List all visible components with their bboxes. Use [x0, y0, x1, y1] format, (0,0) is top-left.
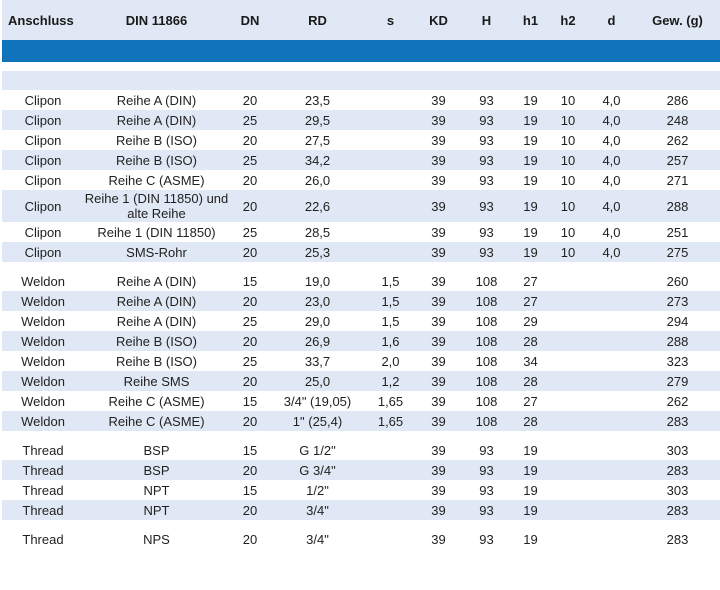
col-header-h1: h1 — [513, 0, 548, 40]
cell-dn: 20 — [229, 90, 271, 110]
cell-weight: 262 — [635, 391, 720, 411]
cell-kd: 39 — [417, 110, 460, 130]
cell-weight: 303 — [635, 440, 720, 460]
cell-kd: 39 — [417, 480, 460, 500]
cell-dn: 20 — [229, 170, 271, 190]
cell-rd: G 3/4" — [271, 460, 364, 480]
cell-s: 1,6 — [364, 331, 417, 351]
cell-din: NPT — [84, 480, 229, 500]
cell-dn: 25 — [229, 351, 271, 371]
col-header-anschluss: Anschluss — [2, 0, 84, 40]
cell-h1: 29 — [513, 311, 548, 331]
section-separator — [2, 520, 720, 529]
cell-din: Reihe A (DIN) — [84, 311, 229, 331]
cell-dn: 20 — [229, 242, 271, 262]
cell-h2 — [548, 311, 588, 331]
col-header-weight: Gew. (g) — [635, 0, 720, 40]
cell-kd: 39 — [417, 271, 460, 291]
cell-dn: 20 — [229, 190, 271, 222]
cell-d: 4,0 — [588, 110, 635, 130]
cell-din: Reihe 1 (DIN 11850) und alte Reihe — [84, 191, 229, 221]
cell-h2 — [548, 500, 588, 520]
table-row — [2, 130, 720, 150]
cell-d: 4,0 — [588, 130, 635, 150]
cell-din: Reihe C (ASME) — [84, 391, 229, 411]
cell-d — [588, 271, 635, 291]
cell-anschluss: Clipon — [2, 242, 84, 262]
spacer-row-cell — [2, 62, 720, 71]
cell-h1: 19 — [513, 460, 548, 480]
cell-h2: 10 — [548, 130, 588, 150]
cell-d — [588, 460, 635, 480]
cell-anschluss: Clipon — [2, 130, 84, 150]
cell-h: 93 — [460, 130, 513, 150]
cell-dn: 20 — [229, 500, 271, 520]
cell-din: Reihe SMS — [84, 371, 229, 391]
cell-dn: 20 — [229, 411, 271, 431]
cell-din: Reihe B (ISO) — [84, 130, 229, 150]
cell-d — [588, 529, 635, 549]
cell-kd: 39 — [417, 130, 460, 150]
cell-h: 93 — [460, 110, 513, 130]
cell-kd: 39 — [417, 371, 460, 391]
cell-dn: 25 — [229, 110, 271, 130]
cell-s — [364, 190, 417, 222]
cell-h1: 19 — [513, 110, 548, 130]
cell-d: 4,0 — [588, 222, 635, 242]
cell-d — [588, 291, 635, 311]
cell-h1: 19 — [513, 440, 548, 460]
table-row — [2, 110, 720, 130]
table-row — [2, 331, 720, 351]
cell-h1: 19 — [513, 242, 548, 262]
cell-weight: 251 — [635, 222, 720, 242]
header-row — [2, 0, 720, 40]
cell-h1: 19 — [513, 480, 548, 500]
cell-kd: 39 — [417, 311, 460, 331]
header-accent-bar-cell — [2, 40, 720, 62]
cell-d — [588, 500, 635, 520]
cell-dn: 15 — [229, 391, 271, 411]
cell-weight: 283 — [635, 529, 720, 549]
cell-weight: 286 — [635, 90, 720, 110]
cell-h: 108 — [460, 271, 513, 291]
cell-h2: 10 — [548, 242, 588, 262]
cell-kd: 39 — [417, 391, 460, 411]
cell-s — [364, 529, 417, 549]
cell-dn: 15 — [229, 480, 271, 500]
cell-weight: 288 — [635, 331, 720, 351]
table-row — [2, 529, 720, 549]
cell-din: Reihe A (DIN) — [84, 110, 229, 130]
cell-h2: 10 — [548, 90, 588, 110]
cell-weight: 257 — [635, 150, 720, 170]
cell-anschluss: Clipon — [2, 222, 84, 242]
cell-dn: 20 — [229, 291, 271, 311]
cell-weight: 273 — [635, 291, 720, 311]
cell-s: 2,0 — [364, 351, 417, 371]
spacer-row — [2, 62, 720, 71]
cell-rd: 34,2 — [271, 150, 364, 170]
table-row — [2, 391, 720, 411]
col-header-h: H — [460, 0, 513, 40]
cell-dn: 20 — [229, 331, 271, 351]
cell-rd: 22,6 — [271, 190, 364, 222]
cell-h2 — [548, 529, 588, 549]
cell-d — [588, 391, 635, 411]
cell-rd: 23,5 — [271, 90, 364, 110]
cell-h2: 10 — [548, 170, 588, 190]
cell-s — [364, 242, 417, 262]
cell-weight: 260 — [635, 271, 720, 291]
table-row — [2, 311, 720, 331]
cell-dn: 20 — [229, 529, 271, 549]
section-separator — [2, 431, 720, 440]
cell-s: 1,2 — [364, 371, 417, 391]
section-separator-cell — [2, 262, 720, 271]
cell-weight: 283 — [635, 411, 720, 431]
table-row — [2, 271, 720, 291]
col-header-d: d — [588, 0, 635, 40]
cell-rd: 25,0 — [271, 371, 364, 391]
cell-rd: G 1/2" — [271, 440, 364, 460]
cell-dn: 15 — [229, 440, 271, 460]
cell-din: Reihe C (ASME) — [84, 170, 229, 190]
cell-din: SMS-Rohr — [84, 242, 229, 262]
cell-h: 93 — [460, 529, 513, 549]
cell-rd: 1" (25,4) — [271, 411, 364, 431]
cell-h1: 19 — [513, 190, 548, 222]
cell-s — [364, 480, 417, 500]
cell-kd: 39 — [417, 331, 460, 351]
cell-din: NPS — [84, 529, 229, 549]
cell-h2: 10 — [548, 190, 588, 222]
table-row — [2, 440, 720, 460]
section-separator-cell — [2, 431, 720, 440]
header-accent-bar — [2, 40, 720, 62]
cell-h: 93 — [460, 460, 513, 480]
cell-dn: 20 — [229, 460, 271, 480]
cell-anschluss: Thread — [2, 529, 84, 549]
cell-kd: 39 — [417, 90, 460, 110]
cell-h1: 19 — [513, 170, 548, 190]
cell-h1: 28 — [513, 371, 548, 391]
cell-kd: 39 — [417, 242, 460, 262]
cell-s — [364, 222, 417, 242]
cell-anschluss: Weldon — [2, 291, 84, 311]
cell-dn: 20 — [229, 371, 271, 391]
table-row — [2, 460, 720, 480]
cell-s — [364, 460, 417, 480]
cell-rd: 26,9 — [271, 331, 364, 351]
cell-s: 1,65 — [364, 411, 417, 431]
table-row — [2, 480, 720, 500]
spec-table — [2, 0, 720, 549]
cell-d: 4,0 — [588, 190, 635, 222]
cell-s: 1,65 — [364, 391, 417, 411]
table-row — [2, 371, 720, 391]
cell-anschluss: Weldon — [2, 371, 84, 391]
cell-h: 93 — [460, 222, 513, 242]
cell-h1: 34 — [513, 351, 548, 371]
cell-anschluss: Clipon — [2, 90, 84, 110]
cell-rd: 33,7 — [271, 351, 364, 371]
cell-s — [364, 130, 417, 150]
cell-rd: 29,0 — [271, 311, 364, 331]
cell-s: 1,5 — [364, 311, 417, 331]
cell-d — [588, 480, 635, 500]
cell-kd: 39 — [417, 500, 460, 520]
table-row — [2, 150, 720, 170]
cell-h1: 19 — [513, 150, 548, 170]
cell-weight: 275 — [635, 242, 720, 262]
cell-s: 1,5 — [364, 291, 417, 311]
cell-h1: 19 — [513, 500, 548, 520]
cell-anschluss: Thread — [2, 480, 84, 500]
cell-kd: 39 — [417, 190, 460, 222]
table-row — [2, 291, 720, 311]
cell-din: BSP — [84, 440, 229, 460]
table-row — [2, 222, 720, 242]
cell-kd: 39 — [417, 460, 460, 480]
cell-h: 108 — [460, 331, 513, 351]
cell-anschluss: Clipon — [2, 190, 84, 222]
cell-h: 93 — [460, 90, 513, 110]
cell-dn: 20 — [229, 130, 271, 150]
cell-weight: 271 — [635, 170, 720, 190]
cell-h2 — [548, 440, 588, 460]
cell-anschluss: Clipon — [2, 110, 84, 130]
cell-h2 — [548, 411, 588, 431]
cell-din: Reihe A (DIN) — [84, 271, 229, 291]
cell-d — [588, 371, 635, 391]
section-separator — [2, 262, 720, 271]
cell-rd: 3/4" — [271, 529, 364, 549]
cell-s — [364, 170, 417, 190]
cell-s — [364, 500, 417, 520]
section-separator — [2, 71, 720, 90]
cell-h: 93 — [460, 480, 513, 500]
cell-weight: 288 — [635, 190, 720, 222]
col-header-s: s — [364, 0, 417, 40]
cell-kd: 39 — [417, 351, 460, 371]
cell-weight: 262 — [635, 130, 720, 150]
cell-d: 4,0 — [588, 90, 635, 110]
cell-rd: 29,5 — [271, 110, 364, 130]
cell-h2 — [548, 291, 588, 311]
cell-kd: 39 — [417, 222, 460, 242]
section-separator-cell — [2, 520, 720, 529]
cell-d — [588, 351, 635, 371]
cell-rd: 3/4" (19,05) — [271, 391, 364, 411]
cell-din: Reihe B (ISO) — [84, 150, 229, 170]
cell-h1: 19 — [513, 90, 548, 110]
cell-rd: 19,0 — [271, 271, 364, 291]
cell-weight: 248 — [635, 110, 720, 130]
cell-anschluss: Thread — [2, 460, 84, 480]
table-row — [2, 170, 720, 190]
col-header-din-11866: DIN 11866 — [84, 0, 229, 40]
cell-anschluss: Thread — [2, 500, 84, 520]
cell-h2 — [548, 271, 588, 291]
cell-h2 — [548, 371, 588, 391]
cell-h1: 19 — [513, 529, 548, 549]
cell-din: Reihe A (DIN) — [84, 291, 229, 311]
cell-h2 — [548, 331, 588, 351]
cell-h: 93 — [460, 500, 513, 520]
table-row — [2, 351, 720, 371]
cell-h1: 27 — [513, 291, 548, 311]
cell-h2 — [548, 460, 588, 480]
cell-anschluss: Clipon — [2, 150, 84, 170]
cell-rd: 26,0 — [271, 170, 364, 190]
cell-kd: 39 — [417, 150, 460, 170]
cell-d — [588, 331, 635, 351]
cell-din: Reihe B (ISO) — [84, 331, 229, 351]
table-row — [2, 242, 720, 262]
cell-dn: 25 — [229, 311, 271, 331]
table-row — [2, 500, 720, 520]
cell-dn: 25 — [229, 222, 271, 242]
cell-h2: 10 — [548, 110, 588, 130]
cell-rd: 1/2" — [271, 480, 364, 500]
cell-weight: 279 — [635, 371, 720, 391]
cell-d — [588, 440, 635, 460]
cell-h2 — [548, 391, 588, 411]
cell-h: 108 — [460, 291, 513, 311]
cell-kd: 39 — [417, 411, 460, 431]
cell-anschluss: Weldon — [2, 411, 84, 431]
cell-h1: 19 — [513, 130, 548, 150]
cell-h: 108 — [460, 411, 513, 431]
cell-h: 93 — [460, 440, 513, 460]
cell-rd: 3/4" — [271, 500, 364, 520]
cell-anschluss: Weldon — [2, 311, 84, 331]
col-header-rd: RD — [271, 0, 364, 40]
cell-weight: 283 — [635, 500, 720, 520]
cell-h2 — [548, 480, 588, 500]
cell-anschluss: Weldon — [2, 331, 84, 351]
cell-weight: 294 — [635, 311, 720, 331]
cell-kd: 39 — [417, 170, 460, 190]
cell-anschluss: Thread — [2, 440, 84, 460]
cell-d — [588, 311, 635, 331]
cell-kd: 39 — [417, 440, 460, 460]
cell-din: BSP — [84, 460, 229, 480]
cell-s — [364, 110, 417, 130]
cell-h: 93 — [460, 170, 513, 190]
cell-weight: 323 — [635, 351, 720, 371]
cell-h: 93 — [460, 242, 513, 262]
cell-anschluss: Weldon — [2, 391, 84, 411]
table-row — [2, 90, 720, 110]
cell-h: 108 — [460, 311, 513, 331]
cell-h1: 27 — [513, 391, 548, 411]
cell-h2: 10 — [548, 150, 588, 170]
cell-weight: 283 — [635, 460, 720, 480]
cell-h1: 28 — [513, 331, 548, 351]
cell-din: NPT — [84, 500, 229, 520]
cell-dn: 25 — [229, 150, 271, 170]
cell-rd: 23,0 — [271, 291, 364, 311]
col-header-h2: h2 — [548, 0, 588, 40]
cell-h: 108 — [460, 391, 513, 411]
cell-h2 — [548, 351, 588, 371]
cell-kd: 39 — [417, 291, 460, 311]
cell-h: 108 — [460, 371, 513, 391]
cell-s — [364, 90, 417, 110]
cell-rd: 25,3 — [271, 242, 364, 262]
cell-h1: 19 — [513, 222, 548, 242]
cell-din: Reihe 1 (DIN 11850) — [84, 222, 229, 242]
cell-h1: 27 — [513, 271, 548, 291]
table-row — [2, 411, 720, 431]
col-header-kd: KD — [417, 0, 460, 40]
cell-d: 4,0 — [588, 170, 635, 190]
cell-din: Reihe C (ASME) — [84, 411, 229, 431]
cell-anschluss: Weldon — [2, 271, 84, 291]
cell-h1: 28 — [513, 411, 548, 431]
cell-s: 1,5 — [364, 271, 417, 291]
cell-h: 108 — [460, 351, 513, 371]
cell-anschluss: Weldon — [2, 351, 84, 371]
cell-d: 4,0 — [588, 242, 635, 262]
cell-h: 93 — [460, 150, 513, 170]
col-header-dn: DN — [229, 0, 271, 40]
section-separator-cell — [2, 71, 720, 90]
cell-dn: 15 — [229, 271, 271, 291]
cell-anschluss: Clipon — [2, 170, 84, 190]
cell-h2: 10 — [548, 222, 588, 242]
cell-din: Reihe A (DIN) — [84, 90, 229, 110]
cell-d: 4,0 — [588, 150, 635, 170]
cell-weight: 303 — [635, 480, 720, 500]
cell-s — [364, 150, 417, 170]
cell-d — [588, 411, 635, 431]
cell-kd: 39 — [417, 529, 460, 549]
cell-din: Reihe B (ISO) — [84, 351, 229, 371]
cell-s — [364, 440, 417, 460]
table-row — [2, 190, 720, 222]
table-body — [2, 40, 720, 549]
cell-rd: 28,5 — [271, 222, 364, 242]
cell-h: 93 — [460, 190, 513, 222]
cell-rd: 27,5 — [271, 130, 364, 150]
